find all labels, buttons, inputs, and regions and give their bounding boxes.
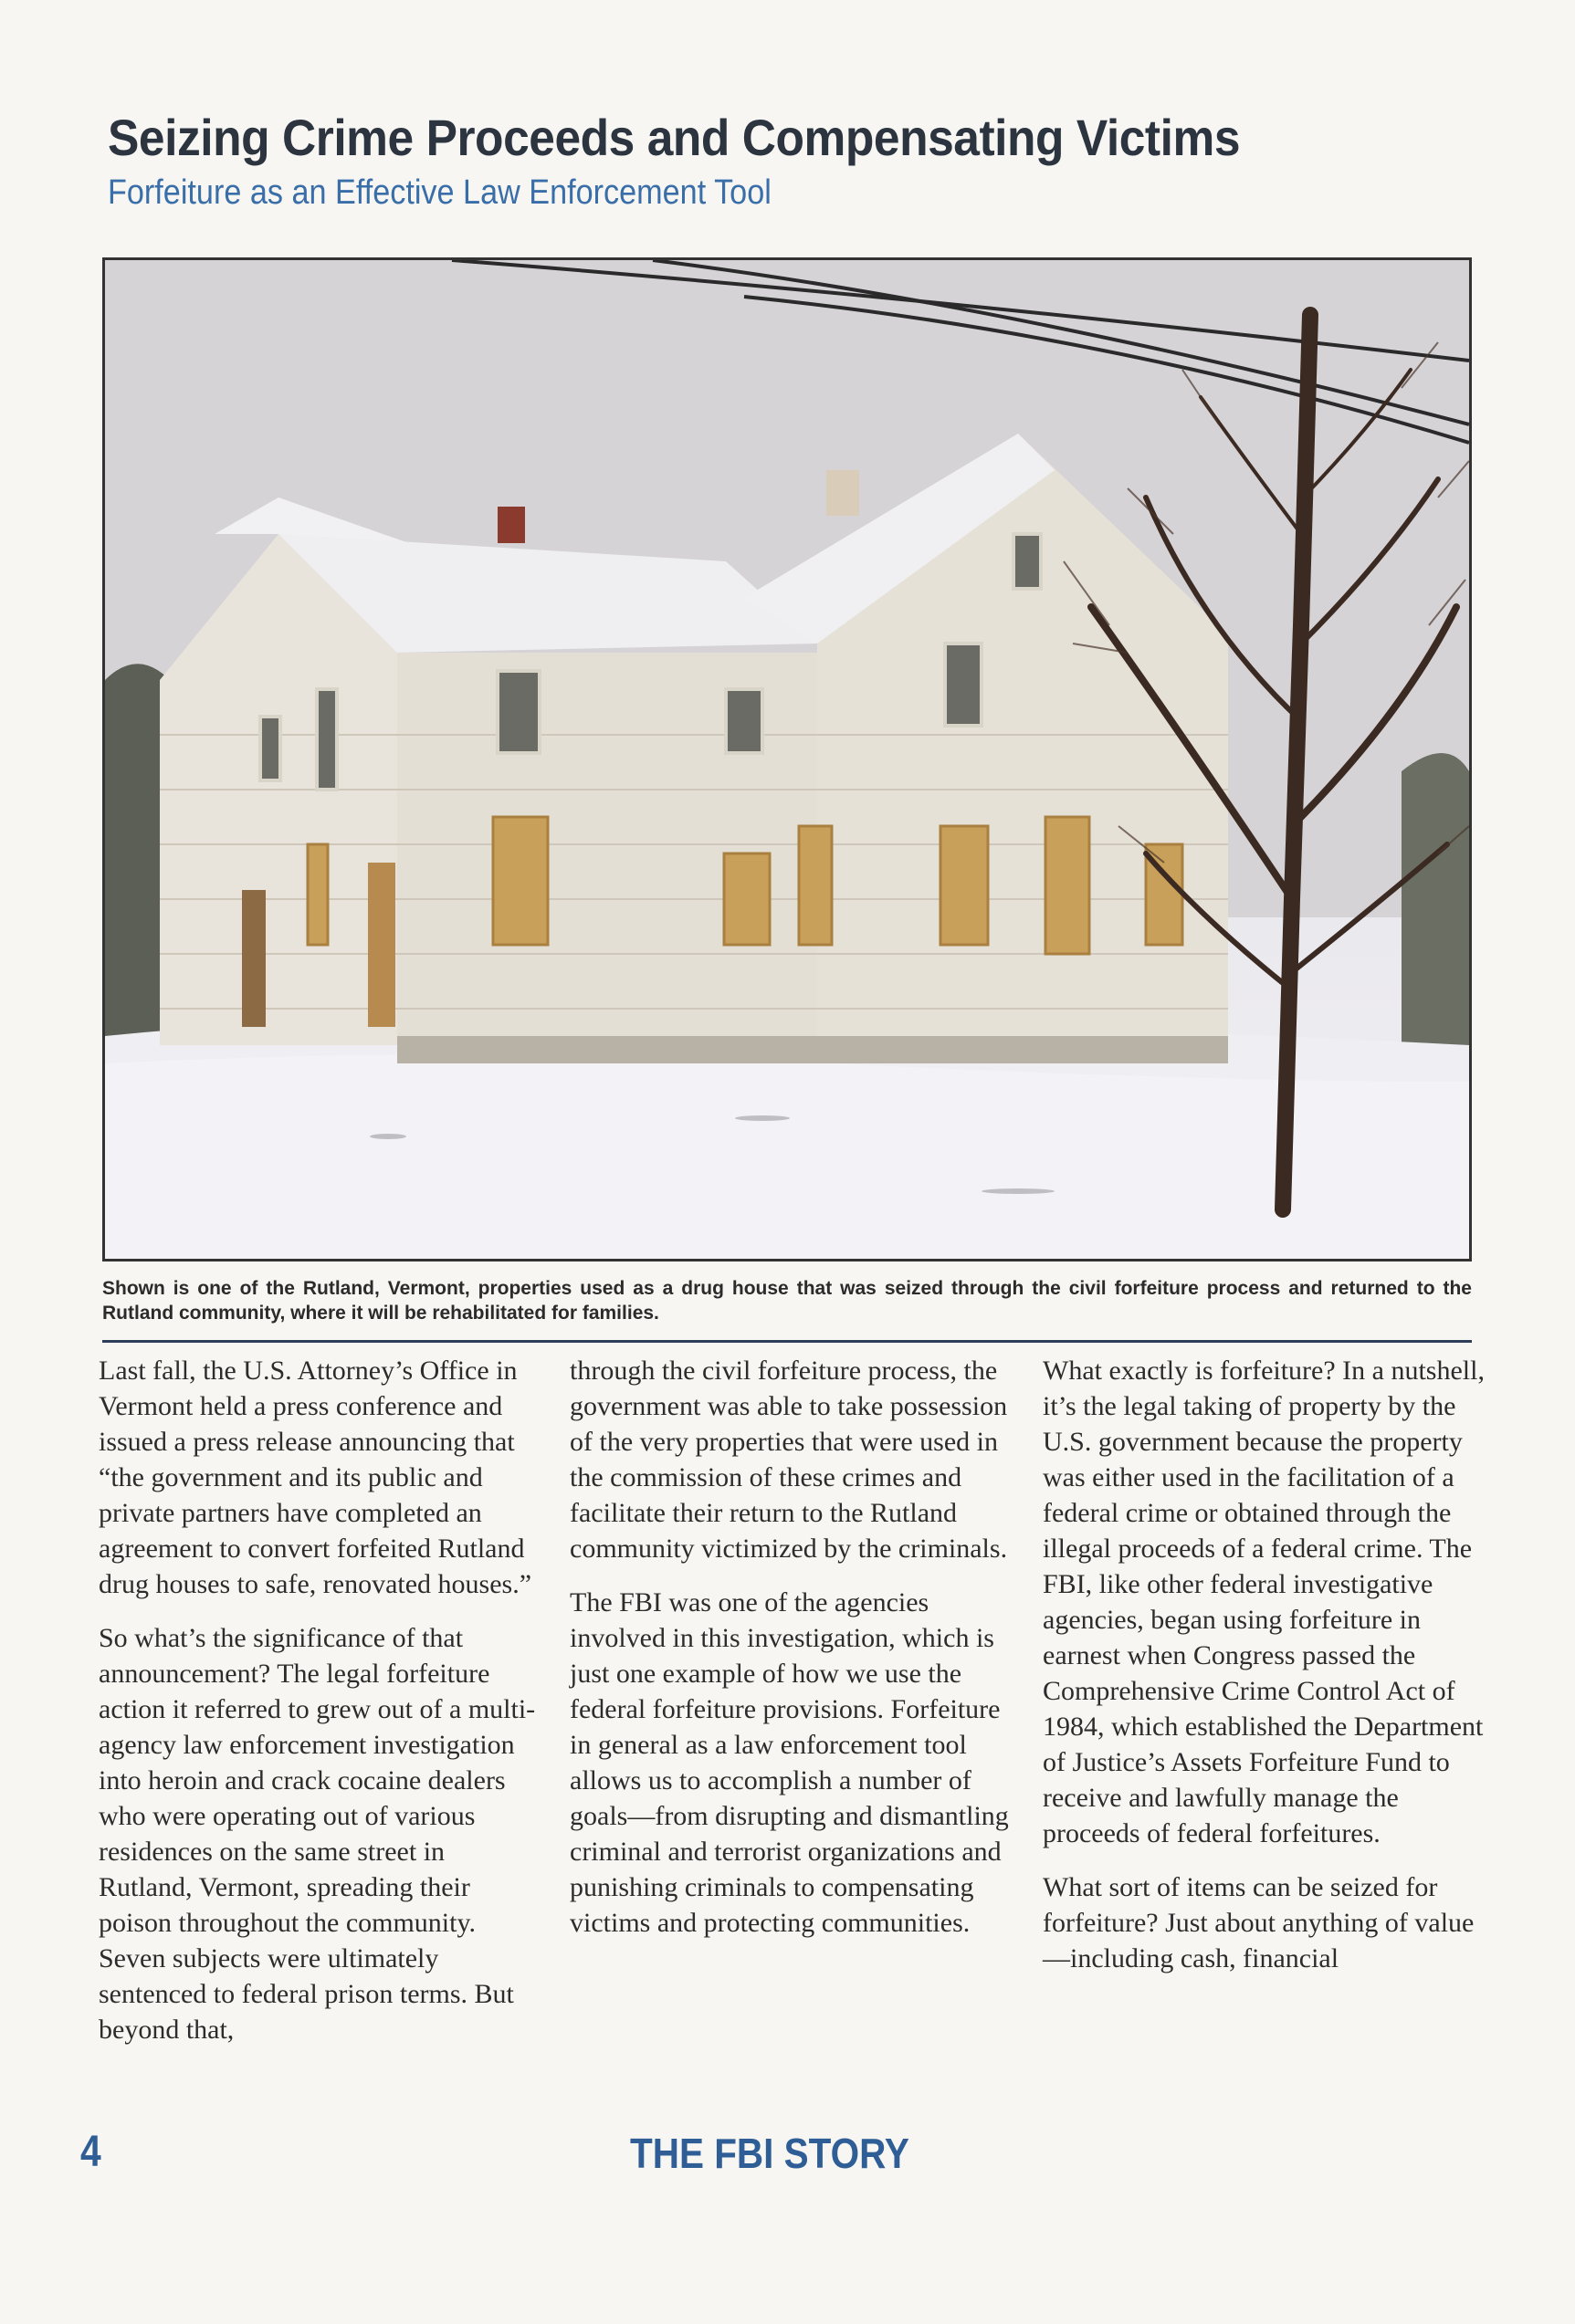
photo-caption: Shown is one of the Rutland, Vermont, properties used as a drug house that was seized through the civil forfeiture process and returned to the Rutland community, where it will be rehabilitated for families. (102, 1278, 1472, 1324)
paragraph: What exactly is forfeiture? In a nutshell, it’s the legal taking of property by the U.S. government because the property was either used in the facilitation of a federal crime or obtained through the illegal proceeds of a federal crime. The FBI, like other federal investigative agencies, began using forfeiture in earnest when Congress passed the Comprehensive Crime Control Act of 1984, which established the Department of Justice’s Assets Forfeiture Fund to receive and lawfully manage the proceeds of federal forfeitures. (1043, 1356, 1485, 1848)
paragraph: Last fall, the U.S. Attorney’s Office in Vermont held a press conference and issued a press release announcing that “the government and its public and private partners have completed an agreement to convert forfeited Rutland drug houses to safe, renovated houses.” (99, 1356, 532, 1599)
publication-name: THE FBI STORY (630, 2130, 909, 2177)
article-column-3 (1043, 1353, 1486, 1994)
article-column-2 (570, 1353, 1013, 1959)
page-subtitle: Forfeiture as an Effective Law Enforcement Tool (108, 173, 772, 212)
house-illustration (105, 260, 1469, 1259)
paragraph: So what’s the significance of that announcement? The legal forfeiture action it referred to grew out of a multi-agency law enforcement investigation into heroin and crack cocaine dealers who were operating out of various residences on the same street in Rutland, Vermont, spreading their poison throughout the community. Seven subjects were ultimately sentenced to federal prison terms. But beyond that, (99, 1623, 536, 2045)
paragraph: What sort of items can be seized for forfeiture? Just about anything of value—including cash, financial (1043, 1872, 1475, 1973)
house-photo (102, 257, 1472, 1261)
caption-divider (102, 1340, 1472, 1343)
paragraph: through the civil forfeiture process, the government was able to take possession of the very properties that were used in the commission of these crimes and facilitate their return to the Rutland community victimized by the criminals. (570, 1356, 1008, 1564)
paragraph: The FBI was one of the agencies involved in this investigation, which is just one example of how we use the federal forfeiture provisions. Forfeiture in general as a law enforcement tool allows us to accomplish a number of goals—from disrupting and dismantling criminal and terrorist organizations and punishing criminals to compensating victims and protecting communities. (570, 1587, 1009, 1938)
page-number: 4 (80, 2128, 101, 2176)
page-title: Seizing Crime Proceeds and Compensating Victims (108, 109, 1241, 166)
article-column-1 (99, 1353, 541, 2066)
